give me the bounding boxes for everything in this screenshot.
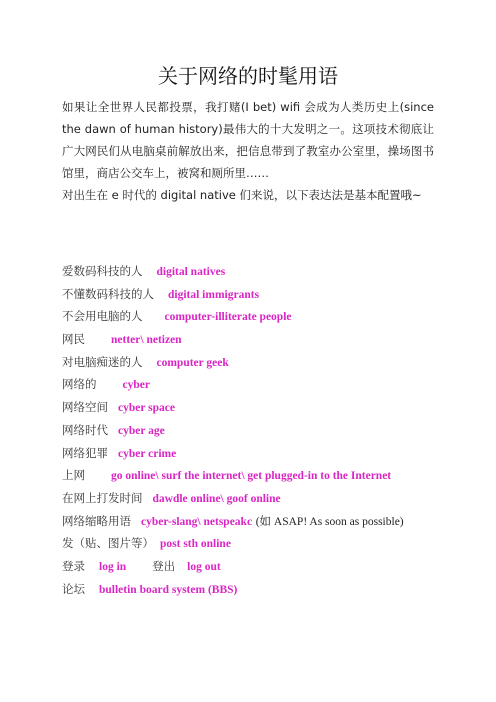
intro-paragraph-2: 对出生在 e 时代的 digital native 们来说，以下表达法是基本配置哦~ <box>62 188 422 202</box>
term-list <box>62 260 442 600</box>
term-english: netter\ netizen <box>111 334 182 347</box>
term-english: cyber crime <box>118 447 177 460</box>
term-chinese: 网民 <box>62 332 85 347</box>
intro-section <box>62 96 434 206</box>
term-english: cyber space <box>118 402 175 415</box>
term-row <box>62 260 442 283</box>
page-title: 关于网络的时髦用语 <box>158 64 338 88</box>
term-row <box>62 396 442 419</box>
term-chinese: 爱数码科技的人 <box>62 264 143 278</box>
intro-paragraph-1: 如果让全世界人民都投票，我打赌(I bet) wifi 会成为人类历史上(since the dawn of human history)最伟大的十大发明之一。这项技术彻底让广大网民们从电脑桌前解放出来，把信息带到了教室办公室里，操场图书馆里，商店公交车上，被窝和厕所里…… <box>62 100 434 180</box>
term-chinese: 不懂数码科技的人 <box>62 286 154 301</box>
term-chinese: 论坛 <box>62 581 85 596</box>
term-chinese: 对电脑痴迷的人 <box>62 354 143 369</box>
term-row <box>62 283 442 306</box>
term-chinese: 发（贴、图片等） <box>62 536 154 551</box>
term-english: go online\ surf the internet\ get plugged-in to the Internet <box>111 470 392 483</box>
term-english: computer-illiterate people <box>164 311 292 324</box>
term-row <box>62 532 442 555</box>
term-row <box>62 419 442 442</box>
term-english: bulletin board system (BBS) <box>99 583 238 596</box>
term-english: cyber <box>122 379 150 392</box>
term-chinese: 网络缩略用语 <box>62 513 131 528</box>
term-row <box>62 578 442 601</box>
term-chinese: 登录 <box>62 558 85 573</box>
term-row <box>62 442 442 465</box>
term-row <box>62 555 442 578</box>
term-chinese: 在网上打发时间 <box>62 490 143 505</box>
term-english: log in <box>99 560 127 573</box>
term-english: computer geek <box>156 356 229 369</box>
term-row <box>62 510 442 533</box>
term-chinese-2: 登出 <box>152 558 176 573</box>
term-chinese: 网络的 <box>62 377 97 392</box>
term-chinese: 网络时代 <box>62 422 108 437</box>
term-row <box>62 351 442 374</box>
term-row <box>62 464 442 487</box>
term-chinese: 网络空间 <box>62 400 108 415</box>
term-row <box>62 328 442 351</box>
term-chinese: 不会用电脑的人 <box>62 309 143 324</box>
term-english: digital immigrants <box>168 288 260 301</box>
term-row <box>62 373 442 396</box>
term-english: post sth online <box>160 538 231 551</box>
term-row <box>62 487 442 510</box>
term-english: cyber age <box>118 424 165 437</box>
term-english: digital natives <box>156 266 226 278</box>
term-english: dawdle online\ goof online <box>152 492 281 505</box>
term-note: (如 ASAP! As soon as possible) <box>255 515 404 528</box>
term-english: cyber-slang\ netspeakc <box>141 515 253 528</box>
term-row <box>62 305 442 328</box>
term-chinese: 上网 <box>62 468 85 483</box>
term-english-2: log out <box>187 560 221 573</box>
term-chinese: 网络犯罪 <box>62 445 108 460</box>
